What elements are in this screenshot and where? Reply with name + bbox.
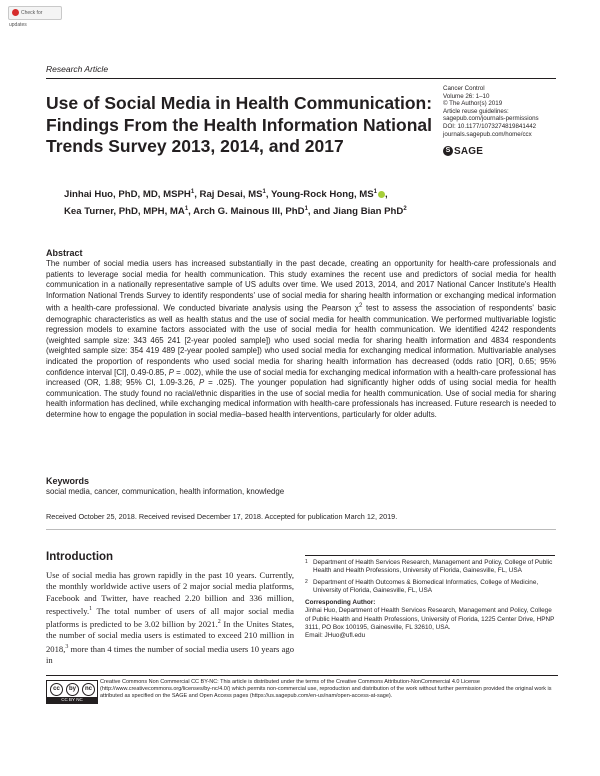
p-value-label: P: [168, 367, 174, 377]
abstract-text: [46, 259, 556, 421]
article-type: Research Article: [46, 64, 109, 74]
affiliation-text: Department of Health Services Research, Management and Policy, College of Public Health and Health Professions, University of Florida, Gainesville, FL, USA: [313, 559, 553, 575]
journal-home-link[interactable]: journals.sagepub.com/home/ccx: [443, 130, 532, 138]
author-name: Jiang Bian PhD: [332, 206, 404, 218]
reuse-guidelines-label: Article reuse guidelines:: [443, 107, 509, 115]
keywords-text: social media, cancer, communication, health information, knowledge: [46, 487, 285, 496]
received-dates: Received October 25, 2018. Received revised December 17, 2018. Accepted for publication March 12, 2019.: [46, 512, 398, 521]
license-text: Creative Commons Non Commercial CC BY-NC: This article is distributed under the terms of the Creative Commons Attribution-NonCommercial 4.0 License (http://www.creativecommons.org/licenses/by-nc/4.0/) which permits non-commercial use, reproduction and distribution of the work without further permission provided the original work is attributed as specified on the SAGE and Open Access pages (https://us.sagepub.com/en-us/nam/open-access-at-sage).: [100, 679, 552, 700]
abstract-heading: Abstract: [46, 248, 83, 258]
affiliations-block: [305, 559, 557, 641]
author-list: [64, 185, 544, 219]
cc-license-badge[interactable]: [46, 680, 98, 704]
crossmark-label: Check for updates: [9, 10, 43, 28]
abstract-part: The number of social media users has increased substantially in the past decade, creating an opportunity for health-care professionals and patients to leverage social media for health communication. This study examines the recent use and predictors of social media for health communication in a nationally representative sample of US adults over time. We used 2013, 2014, and 2017 National Cancer Institute's Health Information National Trends Survey to identify respondents' use of social media for sharing health information or exchanging medical information with a health-care professional. We conducted bivariate analysis using the Pearson χ: [46, 259, 556, 313]
header-divider: [46, 78, 556, 79]
corresponding-author-text: Jinhai Huo, Department of Health Services Research, Management and Policy, College of Public Health and Health Professions, University of Florida, 1225 Center Drive, HPNP 3111, PO Box 100195, Gainesville, FL 32610, USA.: [305, 607, 555, 632]
author-name: Jinhai Huo, PhD, MD, MSPH: [64, 189, 191, 201]
author-name: Arch G. Mainous III, PhD: [193, 206, 305, 218]
affiliation-number: 2: [305, 578, 308, 585]
citation-mark[interactable]: 2: [217, 619, 221, 626]
author-separator: ,: [385, 189, 388, 201]
author-separator: ,: [188, 206, 194, 218]
affiliation-text: Department of Health Outcomes & Biomedical Informatics, College of Medicine, University of Florida, Gainesville, FL, USA: [313, 578, 539, 594]
citation-mark[interactable]: 3: [65, 643, 69, 650]
paper-title: Use of Social Media in Health Communication: Findings From the Health Information National Trends Survey 2013, 2014, and 2017: [46, 93, 433, 156]
corresponding-author-email[interactable]: Email: JHuo@ufl.edu: [305, 632, 366, 640]
intro-part: In the Unites States, the number of social media users is estimated to exceed 210 million in 2018,: [46, 618, 294, 654]
author-line-1: [64, 185, 544, 202]
sage-wordmark: SAGE: [454, 146, 484, 157]
author-name: Young-Rock Hong, MS: [270, 189, 374, 201]
abstract-part: = .025). The younger population had significantly higher odds of using social media for health communication. The study found no racial/ethnic disparities in the use of social media for health communication. Use of social media for sharing health information has declined, while exchanging medical information with health-care professionals has increased. Future research is needed to determine how to engage the population in social media–based health interventions, particularly for older adults.: [46, 378, 556, 419]
introduction-text: [46, 570, 294, 666]
nc-icon: nc: [82, 683, 95, 696]
affiliation-item: [305, 579, 557, 596]
crossmark-icon: [12, 9, 19, 16]
author-name: Kea Turner, PhD, MPH, MA: [64, 206, 185, 218]
journal-volume: Volume 26: 1–10: [443, 92, 490, 100]
author-separator: , and: [307, 206, 333, 218]
citation-mark[interactable]: 1: [89, 605, 93, 612]
intro-part: The total number of users of all major social media platforms is predicted to be 3.02 billion by 2021.: [46, 605, 294, 629]
affiliation-mark: 1: [373, 189, 378, 195]
affiliation-mark: 1: [262, 189, 266, 195]
section-divider: [46, 529, 556, 530]
by-icon: by: [66, 683, 79, 696]
journal-meta: [443, 85, 563, 138]
sage-logo: [443, 146, 483, 157]
affiliation-item: [305, 559, 557, 576]
sage-mark-icon: S: [443, 146, 453, 156]
copyright: © The Author(s) 2019: [443, 100, 503, 108]
corresponding-author-heading: Corresponding Author:: [305, 599, 376, 607]
cc-badge-label: CC BY NC: [47, 697, 97, 703]
author-separator: ,: [265, 189, 271, 201]
check-for-updates-badge[interactable]: [8, 6, 62, 28]
author-name: Raj Desai, MS: [199, 189, 263, 201]
intro-part: Use of social media has grown rapidly in the past 10 years. Currently, the monthly worldwide active users of 2 major social media platforms, Facebook and Twitter, have reached 2.20 billion and 336 million, respectively.: [46, 570, 294, 616]
journal-name: Cancer Control: [443, 85, 485, 92]
author-line-2: [64, 202, 544, 219]
permissions-link[interactable]: sagepub.com/journals-permissions: [443, 115, 539, 123]
keywords-heading: Keywords: [46, 476, 90, 486]
affiliation-number: 1: [305, 559, 308, 565]
intro-part: more than 4 times the number of social media users 10 years ago in: [46, 643, 294, 665]
affiliation-mark: 1: [184, 206, 189, 213]
author-separator: ,: [194, 189, 200, 201]
affiliation-mark: 2: [403, 206, 407, 213]
cc-icon: cc: [50, 683, 63, 696]
introduction-heading: Introduction: [46, 551, 114, 563]
affiliation-mark: 1: [190, 189, 195, 195]
superscript: 2: [358, 303, 363, 310]
abstract-part: test to assess the association of respondents' basic demographic characteristics as well as health status and the use of social media for health communication. We performed multivariable logistic regression models to examine factors associated with the use of social media for health communication. We identified 4242 respondents (weighted sample size: 343 465 241 [2-year pooled sample]) who used social media for sharing health information and 4834 respondents (weighted sample size: 354 419 489 [2-year pooled sample]) who used social media for exchanging medical information. Multivariable analyses indicated the proportion of respondents who used social media for sharing health information has decreased (odds ratio [OR], 0.65; 95% confidence interval [CI], 0.49-0.85,: [46, 304, 556, 377]
abstract-part: = .002), while the use of social media for exchanging medical information with a health-care professional has increased (OR, 1.88; 95% CI, 1.09-3.26,: [46, 367, 557, 388]
affiliation-mark: 1: [304, 206, 308, 213]
doi[interactable]: DOI: 10.1177/1073274819841442: [443, 122, 537, 130]
orcid-icon[interactable]: [378, 191, 385, 198]
affiliations-divider: [305, 555, 555, 556]
p-value-label: P: [198, 378, 205, 388]
